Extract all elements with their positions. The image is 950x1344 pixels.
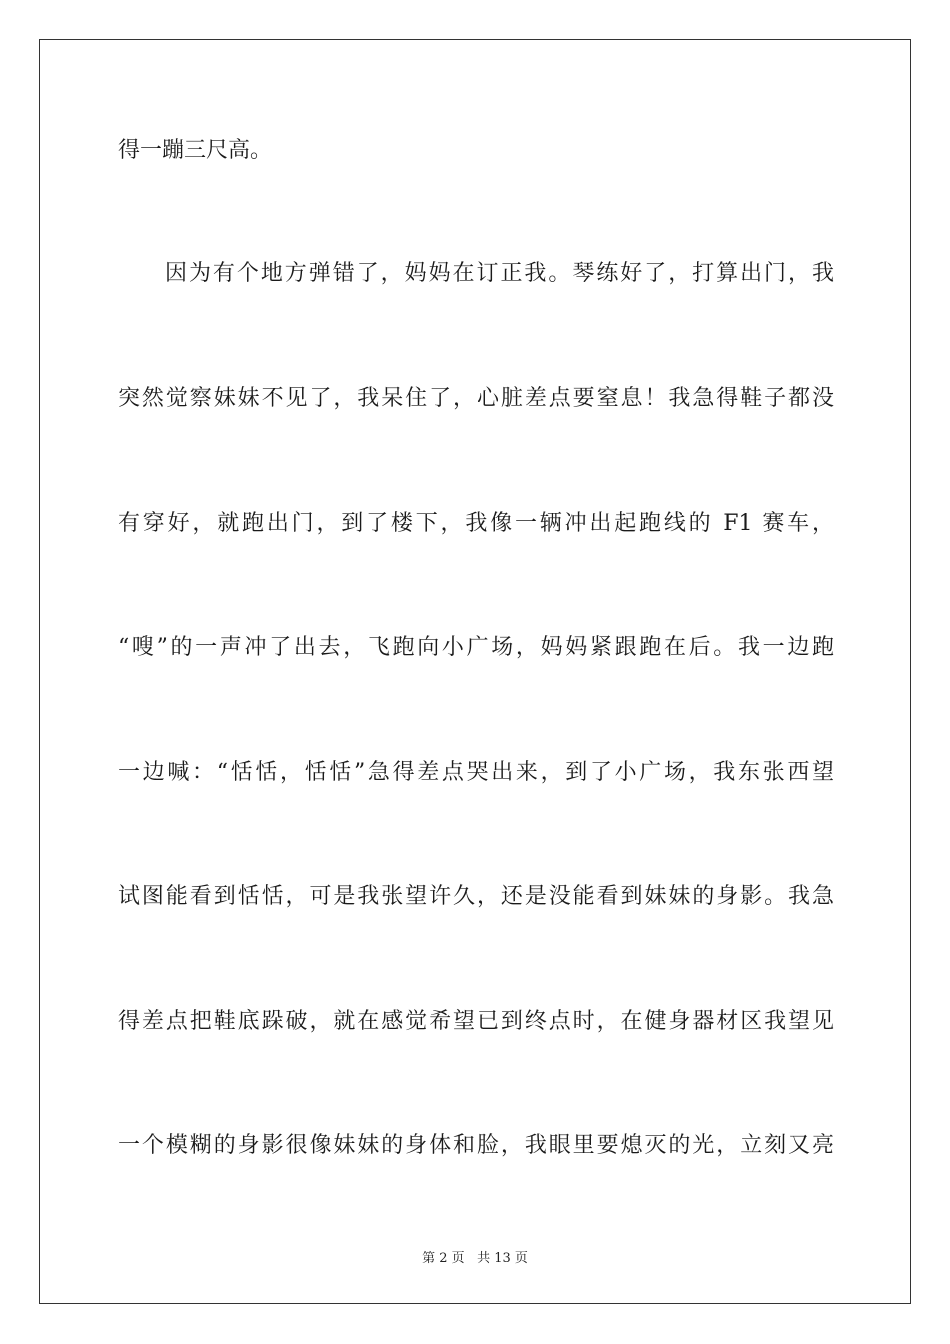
page-number: 第 2 页 [422, 1251, 465, 1266]
page-footer [0, 1247, 950, 1266]
text-line: 一边喊：“恬恬，恬恬”急得差点哭出来，到了小广场，我东张西望 [118, 760, 834, 785]
text-line: 得一蹦三尺高。 [118, 138, 273, 163]
text-line: 得差点把鞋底跺破，就在感觉希望已到终点时，在健身器材区我望见 [118, 1009, 834, 1034]
text-line: 突然觉察妹妹不见了，我呆住了，心脏差点要窒息！我急得鞋子都没 [118, 386, 834, 411]
text-line: 因为有个地方弹错了，妈妈在订正我。琴练好了，打算出门，我 [165, 261, 834, 286]
page-total: 共 13 页 [477, 1251, 528, 1266]
text-line: 试图能看到恬恬，可是我张望许久，还是没能看到妹妹的身影。我急 [118, 884, 834, 909]
text-line: “嗖”的一声冲了出去，飞跑向小广场，妈妈紧跟跑在后。我一边跑 [118, 635, 834, 660]
text-line: 有穿好，就跑出门，到了楼下，我像一辆冲出起跑线的 F1 赛车， [118, 511, 834, 536]
text-line: 一个模糊的身影很像妹妹的身体和脸，我眼里要熄灭的光，立刻又亮 [118, 1133, 834, 1158]
page-border [39, 39, 911, 1304]
